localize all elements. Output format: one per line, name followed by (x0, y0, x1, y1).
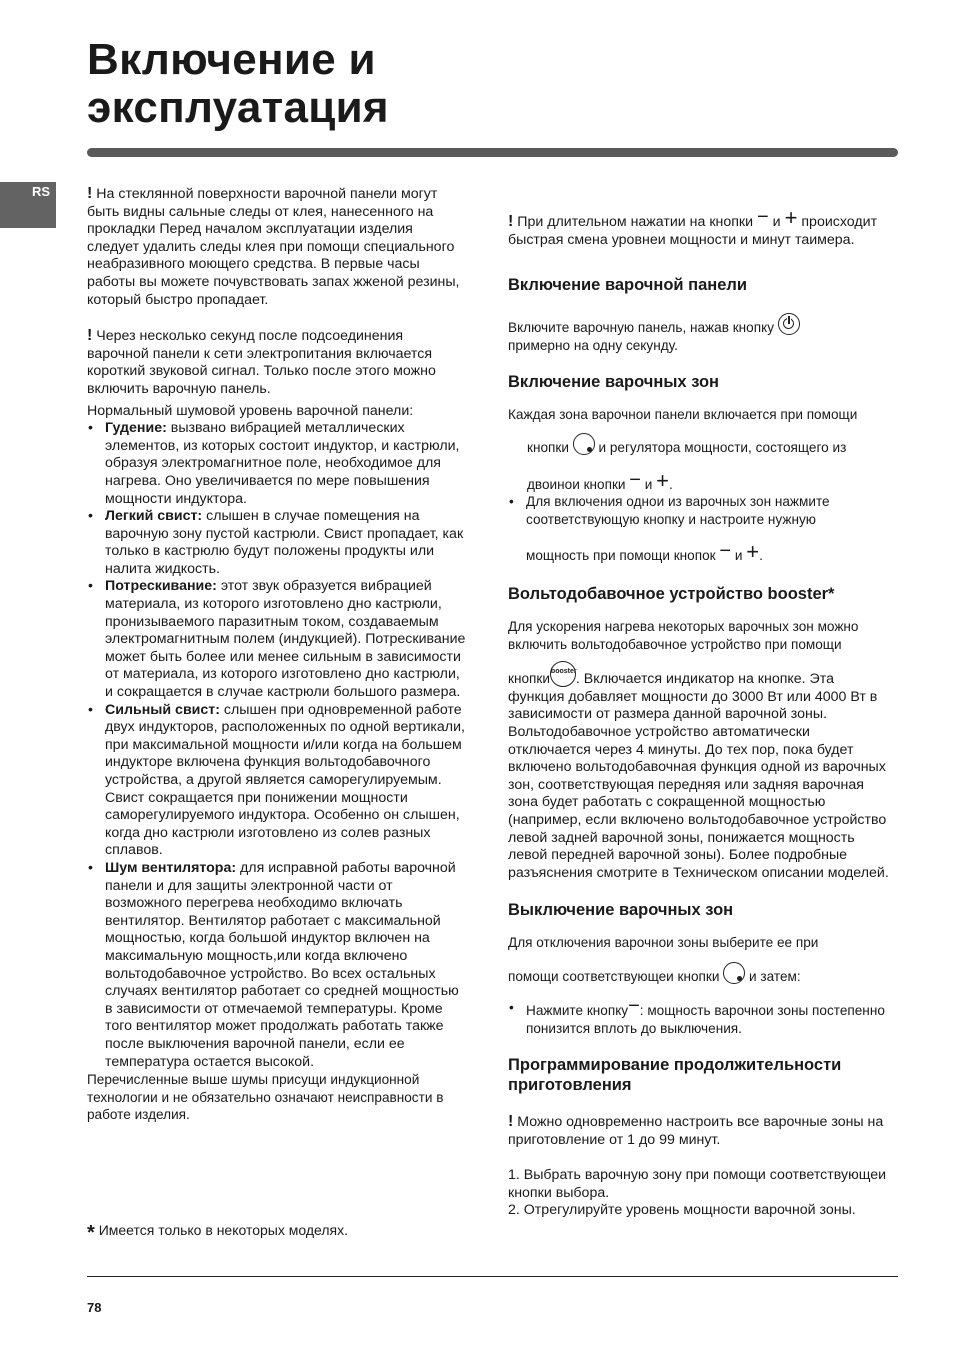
noise-text: этот звук образуется вибрацией материала, из которого изготовлено дно кастрюли, пронизываемого паразитным током, создаваемым электромагнитным полем (индукцией). Потрескивание может быть более или менее сильным в зависимости от материала, из которого изготовлено дно кастрюли, и сокращается в случае кастрюли большого размера. (105, 578, 466, 701)
noise-text: для исправной работы варочной панели и для защиты электронной части от возможного перегрева необходимо включать вентилятор. Вентилятор работает с максимальной мощностью, когда большой индуктор включен на максимальную мощность,или когда включено вольтодобавочное устройство. Во всех остальных случаях вентилятор работает со средней мощностью в зависимости от отмечаемой температуры. Кроме того вентилятор может продолжать работать также после выключения варочной панели, если ее температура остается высокой. (105, 859, 459, 1070)
heading-zones-on: Включение варочных зон (508, 373, 720, 391)
right-column: ! При длительном нажатии на кнопки − и + происходит быстрая смена уровнеи мощности и минут таимера. Включение варочной панели Включите варочную панель, нажав кнопку примерно на одну секунду. Включение варочных зон Каждая зона варочнои панели включается при помощи кнопки и регулятора мощности, состоящего из двоинои кнопки − и +. • Для включения однои из варочных зон нажмите соответствующую кнопку и настроите нужную мощность при помощи кнопок − и +. Вольтодобавочное устройство booster* Для ускорения нагрева некоторых варочных зон можно включить вольтодобавочное устройство при помощи кнопки booster . Включается индикатор на кнопке. Эта функция добавляет мощности до 3000 Вт или 4000 Вт в зависимости от размера данной варочной зоны. Вольтодобавочное устройство автоматически отключается через 4 минуты. До тех пор, пока будет включено вольтодобавочная функция одной из варочных зон, соответствующая передняя или задняя варочная зона будет работать с сокращенной мощностью (например, если включено вольтодобавочное устройство левой задней варочной зоны, понижается мощность левой передней варочной зоны). Более подробные разъяснения смотрите в Техническом описании моделей. Выключение варочных зон Для отключения варочнои зоны выберите ее при помощи соответствующеи кнопки и затем: • Нажмите кнопку−: мощность варочнои зоны постепенно понизится вплоть до выключения. Программирование продолжительности приготовления ! Можно одновременно настроить все варочные зоны на приготовление от 1 до 99 минут. 1. Выбрать варочную зону при помощи соответствующеи кнопки выбора. 2. Отрегулируйте уровень мощности варочной зоны. (508, 210, 890, 1220)
exclamation-icon: ! (87, 185, 93, 202)
noise-text: вызвано вибрацией металлических элементов, из которых состоит индуктор, и кастрюли, образуя электромагнитное поле, необходимое для нагрева. Оно увеличивается по мере повышения мощности индуктора. (105, 420, 460, 507)
title-line-2: эксплуатация (87, 83, 389, 132)
list-item (87, 508, 467, 578)
exclamation-icon: ! (508, 1113, 514, 1130)
list-item: • Нажмите кнопку−: мощность варочнои зоны постепенно понизится вплоть до выключения. (508, 999, 890, 1037)
left-column (87, 185, 467, 1123)
note-glue-residue (87, 185, 467, 309)
noise-term: Легкий свист: (105, 508, 203, 525)
booster-button-icon: booster (550, 661, 576, 687)
footnote (87, 1222, 467, 1245)
heading-booster: Вольтодобавочное устройство booster* (508, 585, 835, 604)
plus-key-icon: + (656, 467, 669, 493)
noise-term: Гудение: (105, 420, 167, 437)
minus-key-icon: − (628, 995, 640, 1018)
footer-divider (87, 1276, 898, 1277)
title-line-1: Включение и (87, 35, 376, 84)
noise-intro: Нормальный шумовой уровень варочной панели: (87, 402, 414, 419)
noise-term: Шум вентилятора: (105, 859, 237, 876)
plus-key-icon: + (746, 539, 760, 565)
heading-timer: Программирование продолжительности приготовления (508, 1056, 842, 1094)
page-title (87, 36, 787, 132)
list-item (87, 420, 467, 508)
timer-step-1: 1. Выбрать варочную зону при помощи соответствующеи кнопки выбора. (508, 1167, 887, 1201)
language-tab: RS (0, 182, 56, 228)
zones-off-list (508, 995, 890, 1037)
noise-text: слышен в случае помещения на варочную зону пустой кастрюли. Свист пропадает, как только в кастрюлю будут положены продукты или налита жидкость. (105, 508, 464, 577)
noise-list (87, 420, 467, 1071)
title-divider (87, 148, 898, 157)
timer-step-2: 2. Отрегулируйте уровень мощности варочной зоны. (508, 1202, 856, 1219)
zone-select-icon (723, 962, 745, 984)
zones-on-list (508, 493, 890, 564)
page-number: 78 (87, 1300, 102, 1315)
noise-term: Потрескивание: (105, 578, 217, 595)
section-text: Каждая зона варочнои панели включается при помощи (508, 407, 858, 422)
list-item (87, 702, 467, 860)
noise-text: слышен при одновременной работе двух индукторов, расположенных по одной вертикали, при максимальной мощности и/или когда на большем индукторе включена функция вольтодобавочного устройства, а другой является саморегулируемым. Свист сокращается при понижении мощности саморегулируемого индуктора. Особенно он слышен, когда дно кастрюли изготовлено из солев разных сплавов. (105, 701, 465, 859)
booster-text: кнопки booster . Включается индикатор на кнопке. Эта функция добавляет мощности до 3000 Вт или 4000 Вт в зависимости от размера данной варочной зоны. Вольтодобавочное устройство автоматически отключается через 4 минуты. До тех пор, пока будет включено вольтодобавочная функция одной из варочных зон, соответствующая передняя или задняя варочная зона будет работать с сокращенной мощностью (например, если включено вольтодобавочное устройство левой задней варочной зоны, понижается мощность левой передней варочной зоны). Более подробные разъяснения смотрите в Техническом описании моделей. (508, 661, 890, 882)
noise-outro: Перечисленные выше шумы присущи индукционной технологии и не обязательно означают неисправности в работе изделия. (87, 1072, 444, 1122)
minus-key-icon: − (629, 468, 641, 491)
asterisk: * (87, 1222, 95, 1244)
zone-select-icon (573, 433, 595, 455)
section-text: Для ускорения нагрева некоторых варочных зон можно включить вольтодобавочное устройство при помощи (508, 619, 859, 652)
section-text: Включите варочную панель, нажав кнопку примерно на одну секунду. (508, 313, 890, 354)
list-item: • Для включения однои из варочных зон нажмите соответствующую кнопку и настроите нужную мощность при помощи кнопок − и +. (508, 493, 890, 564)
list-item (87, 860, 467, 1071)
section-text: Для отключения варочнои зоны выберите ее при (508, 935, 819, 951)
minus-key-icon: − (757, 206, 769, 228)
minus-key-icon: − (719, 540, 732, 563)
note-beep (87, 327, 467, 398)
plus-key-icon: + (784, 205, 798, 230)
footnote-text: Имеется только в некоторых моделях. (98, 1222, 348, 1238)
timer-note: ! Можно одновременно настроить все варочные зоны на приготовление от 1 до 99 минут. (508, 1113, 884, 1148)
exclamation-icon: ! (87, 327, 93, 345)
heading-hob-on: Включение варочной панели (508, 276, 748, 295)
list-item (87, 578, 467, 701)
note-text: Через несколько секунд после подсоединения варочной панели к сети электропитания включается короткий звуковой сигнал. Только после этого можно включить варочную панель. (87, 328, 436, 397)
exclamation-icon: ! (508, 213, 514, 230)
power-button-icon (778, 313, 800, 335)
note-text: На стеклянной поверхности варочной панели могут быть видны сальные следы от клея, нанесенного на прокладки Перед началом эксплуатации изделия следует удалить следы клея при помощи специального неабразивного моющего средства. В первые часы работы вы можете почувствовать запах жженой резины, который быстро пропадает. (87, 186, 460, 308)
noise-term: Сильный свист: (105, 701, 220, 718)
note-keys: ! При длительном нажатии на кнопки − и + происходит быстрая смена уровнеи мощности и минут таимера. (508, 205, 878, 248)
heading-zones-off: Выключение варочных зон (508, 901, 734, 920)
